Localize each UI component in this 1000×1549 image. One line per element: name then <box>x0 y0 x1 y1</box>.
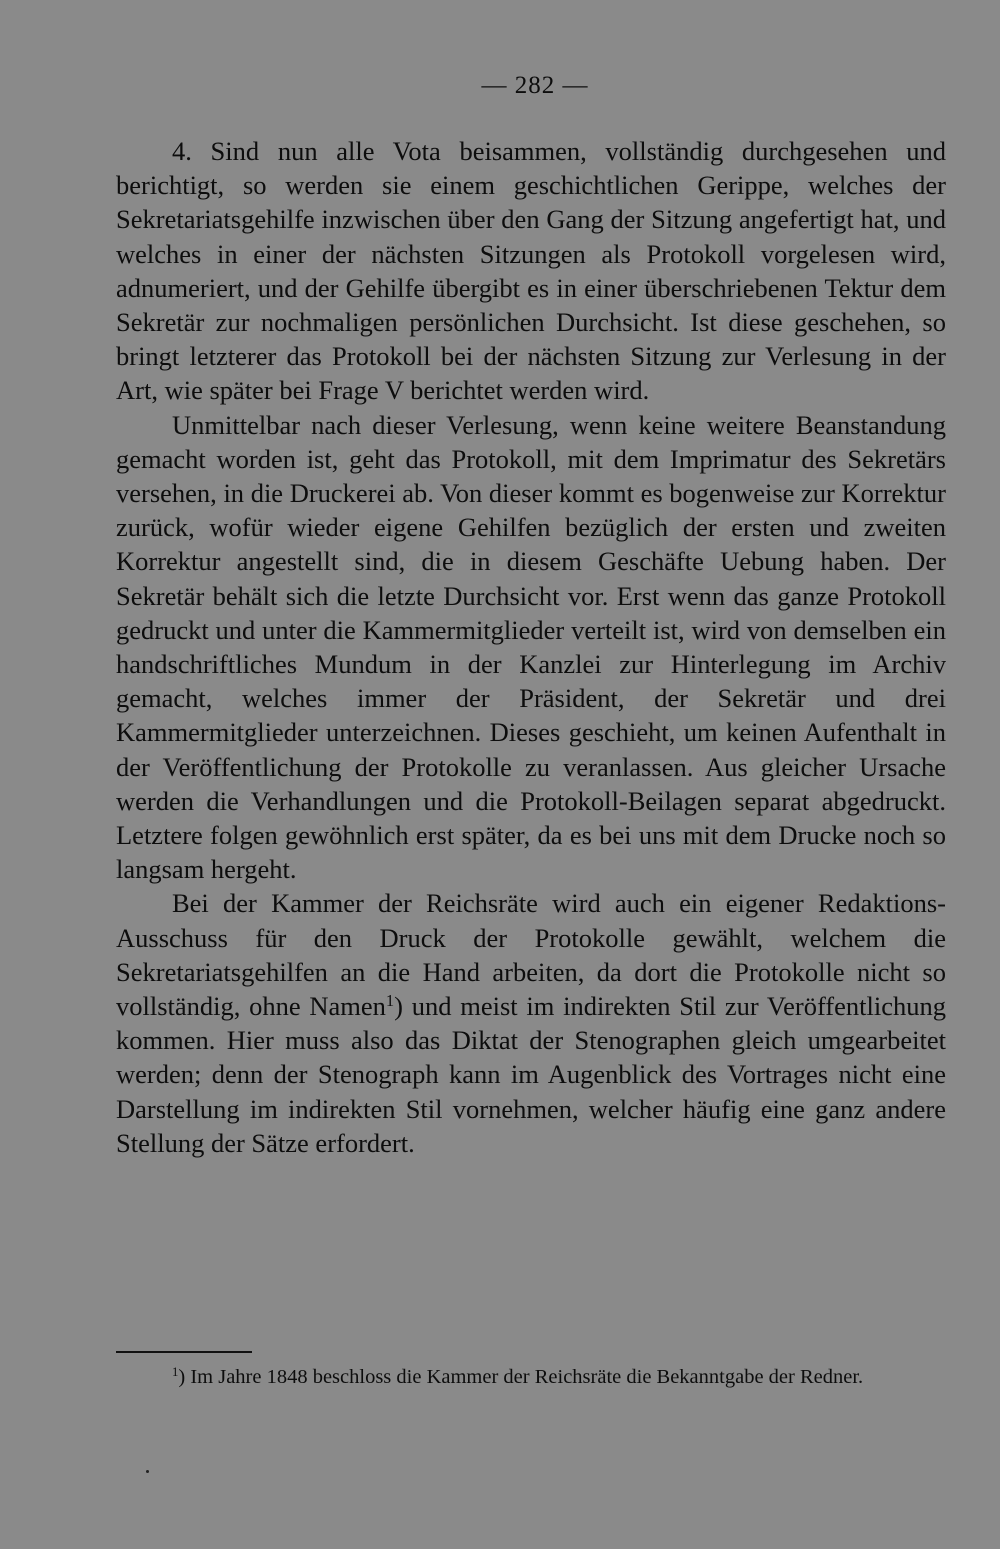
paragraph: 4. Sind nun alle Vota beisammen, vollständig durchgesehen und berichtigt, so werden sie einem geschichtlichen Gerippe, welches der Sekretariatsgehilfe inzwischen über den Gang der Sitzung angefertigt hat, und welches in einer der nächsten Sitzungen als Protokoll vorgelesen wird, adnumeriert, und der Gehilfe übergibt es in einer überschriebenen Tektur dem Sekretär zur nochmaligen persönlichen Durchsicht. Ist diese geschehen, so bringt letzterer das Protokoll bei der nächsten Sitzung zur Verlesung in der Art, wie später bei Frage V berichtet werden wird. <box>116 136 946 406</box>
footnote <box>116 1362 946 1392</box>
page-number: — 282 — <box>481 72 589 99</box>
body-text <box>116 134 946 1160</box>
print-speck <box>146 1470 149 1473</box>
footnote-marker-suffix: ) <box>178 1366 186 1388</box>
footnote-marker: 1 <box>172 1365 179 1380</box>
paragraph-text: ) und meist im indirekten Stil zur Veröffentlichung kommen. Hier muss also das Diktat der Stenographen gleich umgearbeitet werden; denn der Stenograph kann im Augenblick des Vortrages nicht eine Darstellung im indirekten Stil vornehmen, welcher häufig eine ganz andere Stellung der Sätze erfordert. <box>116 991 946 1158</box>
footnote-divider <box>116 1351 252 1353</box>
footnote-text: Im Jahre 1848 beschloss die Kammer der Reichsräte die Bekanntgabe der Redner. <box>185 1366 864 1388</box>
footnote-reference: 1 <box>385 991 395 1011</box>
paragraph-text: Bei der Kammer der Reichsräte wird auch ein eigener Redaktions-Ausschuss für den Druck der Protokolle gewählt, welchem die Sekretariatsgehilfen an die Hand arbeiten, da dort die Protokolle nicht so vollständig, ohne Namen <box>116 888 946 1022</box>
paragraph <box>116 886 946 1160</box>
paragraph: Unmittelbar nach dieser Verlesung, wenn keine weitere Beanstandung gemacht worden ist, geht das Protokoll, mit dem Imprimatur des Sekretärs versehen, in die Druckerei ab. Von dieser kommt es bogenweise zur Korrektur zurück, wofür wieder eigene Gehilfen bezüglich der ersten und zweiten Korrektur angestellt sind, die in diesem Geschäfte Uebung haben. Der Sekretär behält sich die letzte Durchsicht vor. Erst wenn das ganze Protokoll gedruckt und unter die Kammermitglieder verteilt ist, wird von demselben ein handschriftliches Mundum in der Kanzlei zur Hinterlegung im Archiv gemacht, welches immer der Präsident, der Sekretär und drei Kammermitglieder unterzeichnen. Dieses geschieht, um keinen Aufenthalt in der Veröffentlichung der Protokolle zu veranlassen. Aus gleicher Ursache werden die Verhandlungen und die Protokoll-Beilagen separat abgedruckt. Letztere folgen gewöhnlich erst später, da es bei uns mit dem Drucke noch so langsam hergeht. <box>116 409 946 885</box>
